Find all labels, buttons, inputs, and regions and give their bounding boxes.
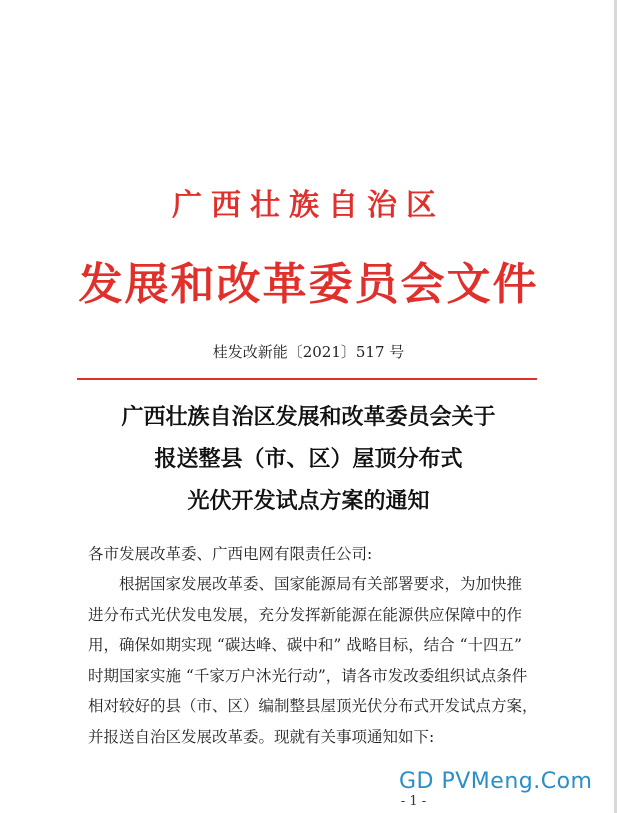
paragraph-line: 进分布式光伏发电发展，充分发挥新能源在能源供应保障中的作 <box>88 605 523 624</box>
salutation: 各市发展改革委、广西电网有限责任公司: <box>88 545 373 563</box>
title-line-1: 广西壮族自治区发展和改革委员会关于 <box>121 404 496 430</box>
page-number: - 1 - <box>400 794 427 809</box>
issuing-authority-region: 广西壮族自治区 <box>172 188 445 223</box>
red-divider-line <box>77 378 537 380</box>
paragraph-line: 根据国家发展改革委、国家能源局有关部署要求，为加快推 <box>119 575 523 593</box>
paragraph-line: 并报送自治区发展改革委。现就有关事项通知如下: <box>88 727 435 746</box>
title-line-2: 报送整县（市、区）屋顶分布式 <box>154 446 463 472</box>
watermark: GD PVMeng.Com <box>399 769 593 794</box>
document-number: 桂发改新能〔2021〕517 号 <box>212 343 405 361</box>
title-line-3: 光伏开发试点方案的通知 <box>187 488 430 514</box>
document-body <box>88 539 548 752</box>
paragraph-line: 相对较好的县（市、区）编制整县屋顶光伏分布式开发试点方案， <box>88 697 538 715</box>
body-paragraph <box>88 569 548 752</box>
document-title <box>0 396 617 522</box>
paragraph-line: 用，确保如期实现 “碳达峰、碳中和” 战略目标，结合 “十四五” <box>88 636 522 654</box>
paragraph-line: 时期国家实施 “千家万户沐光行动”，请各市发改委组织试点条件 <box>88 666 528 685</box>
issuing-authority-document-heading: 发展和改革委员会文件 <box>78 259 539 310</box>
